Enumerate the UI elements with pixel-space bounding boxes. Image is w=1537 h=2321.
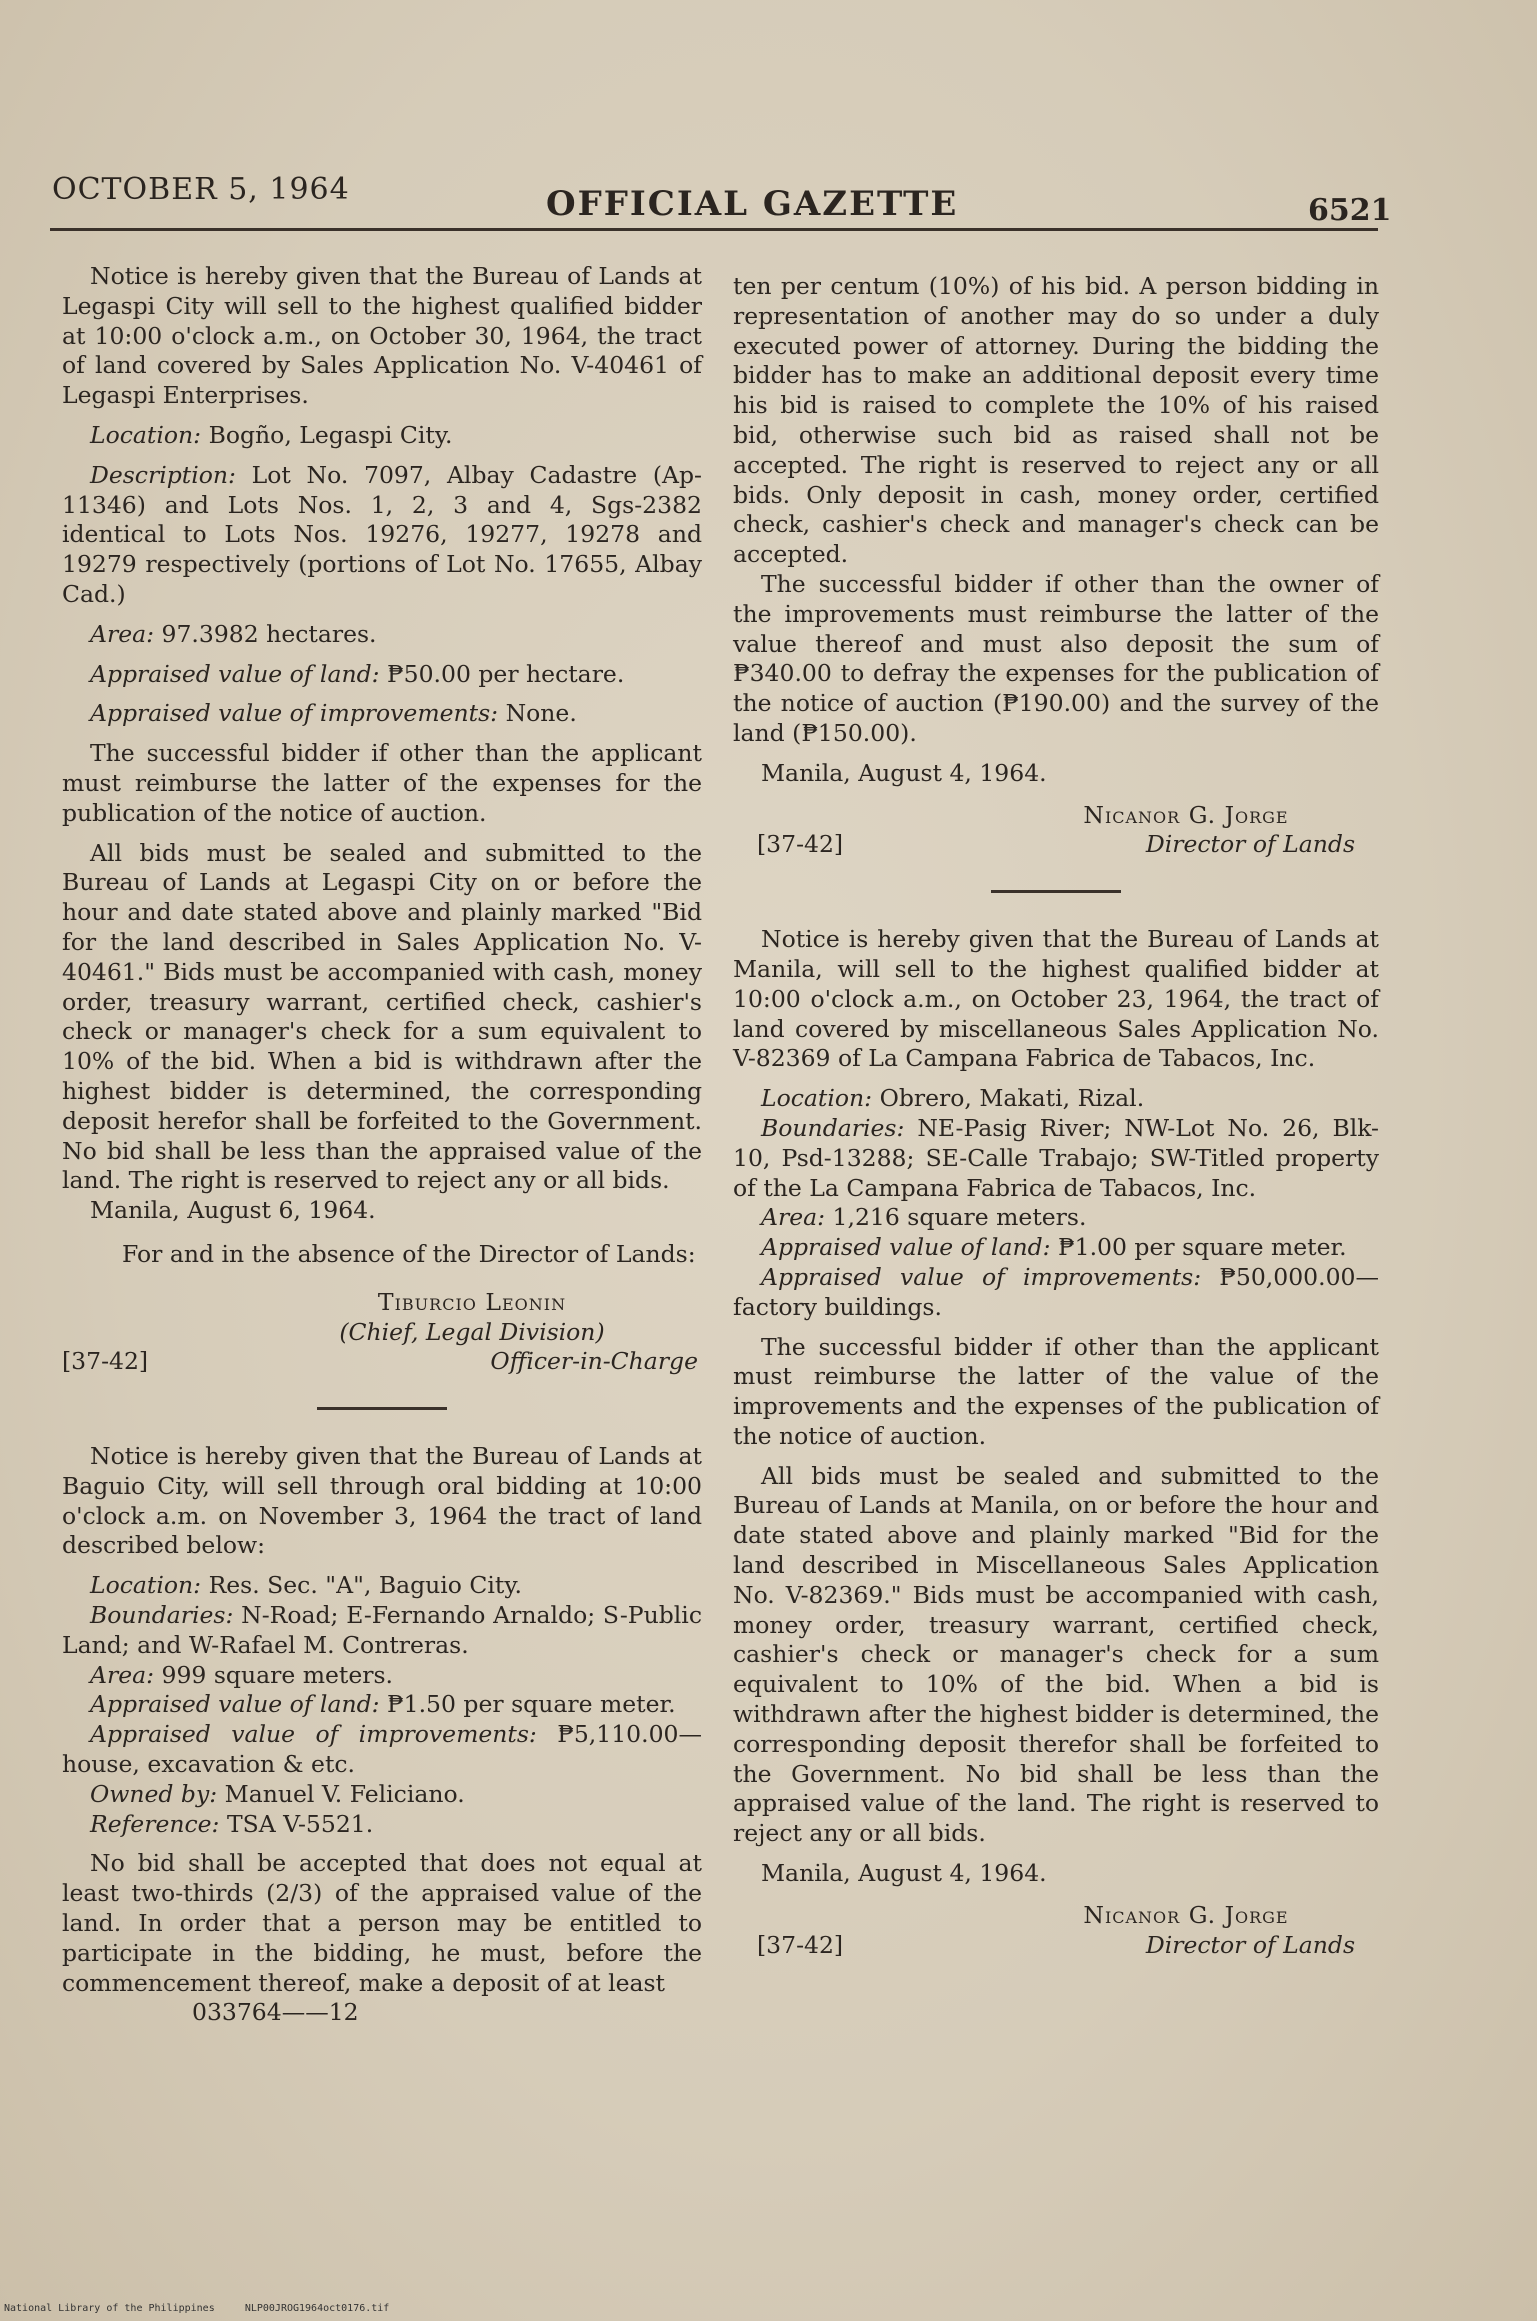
right-column — [733, 272, 1379, 1960]
notice-intro: Notice is hereby given that the Bureau of Lands at Manila, will sell to the highest qualified bidder at 10:00 o'clock a.m., on October 23, 1964, the tract of land covered by miscellaneous Sales Application No. V-82369 of La Campana Fabrica de Tabacos, Inc. — [733, 925, 1379, 1073]
field-value: ₱50.00 per hectare. — [387, 659, 625, 688]
notice-divider — [991, 890, 1121, 893]
field-value: TSA V-5521. — [226, 1809, 374, 1838]
field-value: Res. Sec. "A", Baguio City. — [208, 1571, 522, 1600]
notice-paragraph: The successful bidder if other than the owner of the improvements must reimburse the latter of the value thereof and must also deposit the sum of ₱340.00 to defray the expenses for the publication of the notice of auction (₱190.00) and the survey of the land (₱150.00). — [733, 569, 1379, 747]
signer-title: (Chief, Legal Division) — [339, 1317, 605, 1346]
notice-paragraph: All bids must be sealed and submitted to the Bureau of Lands at Legaspi City on or before the hour and date stated above and plainly marked "Bid for the land described in Sales Application No. V-40461." Bids must be accompanied with cash, money order, treasury warrant, certified check, cashier's check or manager's check for a sum equivalent to 10% of the bid. When a bid is withdrawn after the highest bidder is determined, the corresponding deposit herefor shall be forfeited to the Government. No bid shall be less than the appraised value of the land. The right is reserved to reject any or all bids. — [62, 838, 702, 1195]
field-value: Bogño, Legaspi City. — [208, 420, 453, 449]
header-rule — [50, 228, 1378, 231]
field-label: Appraised value of land: — [90, 659, 380, 688]
header-title: OFFICIAL GAZETTE — [546, 184, 959, 224]
print-code: 033764——12 — [192, 1998, 359, 2027]
field-label: Appraised value of land: — [761, 1233, 1051, 1262]
notice-manila — [733, 925, 1379, 1960]
field-value: None. — [505, 699, 577, 728]
field-label: Area: — [761, 1203, 826, 1232]
field-label: Reference: — [90, 1809, 220, 1838]
place-date: Manila, August 4, 1964. — [761, 1859, 1047, 1888]
field-label: Description: — [90, 460, 236, 489]
place-date: Manila, August 6, 1964. — [90, 1196, 376, 1225]
left-column — [62, 262, 702, 2028]
signer-name: Nicanor G. Jorge — [1083, 800, 1289, 829]
field-label: Area: — [90, 1660, 155, 1689]
signer-role: Director of Lands — [1145, 1930, 1355, 1959]
notice-intro: Notice is hereby given that the Bureau of Lands at Legaspi City will sell to the highest qualified bidder at 10:00 o'clock a.m., on October 30, 1964, the tract of land covered by Sales Application No. V-40461 of Legaspi Enterprises. — [62, 262, 702, 410]
notice-divider — [317, 1407, 447, 1410]
notice-legaspi — [62, 262, 702, 1377]
signer-role: Director of Lands — [1145, 830, 1355, 859]
field-value: Manuel V. Feliciano. — [224, 1779, 465, 1808]
field-value: NE-Pasig River; NW-Lot No. 26, Blk-10, Psd-13288; SE-Calle Trabajo; SW-Titled property of the La Campana Fabrica de Tabacos, Inc. — [733, 1113, 1379, 1202]
footer-file: NLP00JROG1964oct0176.tif — [244, 2303, 390, 2314]
signer-role: Officer-in-Charge — [490, 1347, 698, 1376]
field-label: Location: — [90, 420, 202, 449]
field-label: Boundaries: — [761, 1113, 905, 1142]
notice-intro: Notice is hereby given that the Bureau of Lands at Baguio City, will sell through oral bidding at 10:00 o'clock a.m. on November 3, 1964 the tract of land described below: — [62, 1442, 702, 1560]
signature-block — [62, 1240, 702, 1377]
header-page-number: 6521 — [1308, 193, 1392, 228]
notice-paragraph: The successful bidder if other than the applicant must reimburse the latter of the value of the improvements and the expenses of the publication of the notice of auction. — [733, 1332, 1379, 1450]
issue-ref: [37-42] — [757, 830, 844, 859]
notice-paragraph: The successful bidder if other than the applicant must reimburse the latter of the expenses for the publication of the notice of auction. — [62, 739, 702, 827]
field-label: Location: — [90, 1571, 202, 1600]
field-value: N-Road; E-Fernando Arnaldo; S-Public Land; and W-Rafael M. Contreras. — [62, 1601, 702, 1659]
notice-paragraph: No bid shall be accepted that does not equal at least two-thirds (2/3) of the appraised value of the land. In order that a person may be entitled to participate in the bidding, he must, before the commencement thereof, make a deposit of at least — [62, 1849, 702, 1997]
field-value: Obrero, Makati, Rizal. — [879, 1084, 1145, 1113]
footer-library: National Library of the Philippines — [4, 2303, 215, 2314]
notice-baguio — [62, 1442, 702, 2028]
field-value: ₱50,000.00—factory buildings. — [733, 1262, 1379, 1321]
field-value: 97.3982 hectares. — [161, 619, 377, 648]
issue-ref: [37-42] — [62, 1347, 149, 1376]
field-label: Appraised value of improvements: — [761, 1262, 1202, 1291]
notice-baguio-continued — [733, 272, 1379, 860]
field-label: Appraised value of improvements: — [90, 699, 499, 728]
field-label: Location: — [761, 1084, 873, 1113]
field-value: ₱1.00 per square meter. — [1058, 1233, 1347, 1262]
signature-block — [733, 1901, 1379, 1961]
notice-paragraph: All bids must be sealed and submitted to the Bureau of Lands at Manila, on or before the hour and date stated above and plainly marked "Bid for the land described in Miscellaneous Sales Application No. V-82369." Bids must be accompanied with cash, money order, treasury warrant, certified check, cashier's check or manager's check for a sum equivalent to 10% of the bid. When a bid is withdrawn after the highest bidder is determined, the corresponding deposit therefor shall be forfeited to the Government. No bid shall be less than the appraised value of the land. The right is reserved to reject any or all bids. — [733, 1461, 1379, 1848]
absence-line: For and in the absence of the Director of Lands: — [122, 1239, 696, 1268]
field-value: Lot No. 7097, Albay Cadastre (Ap-11346) and Lots Nos. 1, 2, 3 and 4, Sgs-2382 identical to Lots Nos. 19276, 19277, 19278 and 19279 respectively (portions of Lot No. 17655, Albay Cad.) — [62, 460, 702, 608]
header-date: OCTOBER 5, 1964 — [52, 172, 350, 207]
issue-ref: [37-42] — [757, 1930, 844, 1959]
field-label: Boundaries: — [90, 1601, 234, 1630]
field-value: ₱5,110.00—house, excavation & etc. — [62, 1720, 702, 1779]
field-value: 1,216 square meters. — [832, 1203, 1087, 1232]
field-label: Appraised value of land: — [90, 1690, 380, 1719]
field-value: ₱1.50 per square meter. — [387, 1690, 676, 1719]
field-label: Area: — [90, 619, 155, 648]
signer-name: Tiburcio Leonin — [377, 1287, 567, 1316]
signer-name: Nicanor G. Jorge — [1083, 1900, 1289, 1929]
place-date: Manila, August 4, 1964. — [761, 758, 1047, 787]
field-value: 999 square meters. — [161, 1660, 394, 1689]
field-label: Owned by: — [90, 1779, 218, 1808]
field-label: Appraised value of improvements: — [90, 1720, 537, 1749]
scan-footer — [4, 2303, 389, 2314]
notice-paragraph: ten per centum (10%) of his bid. A person bidding in representation of another may do so under a duly executed power of attorney. During the bidding the bidder has to make an additional deposit every time his bid is raised to complete the 10% of his raised bid, otherwise such bid as raised shall not be accepted. The right is reserved to reject any or all bids. Only deposit in cash, money order, certified check, cashier's check and manager's check can be accepted. — [733, 272, 1379, 569]
signature-block — [733, 801, 1379, 861]
